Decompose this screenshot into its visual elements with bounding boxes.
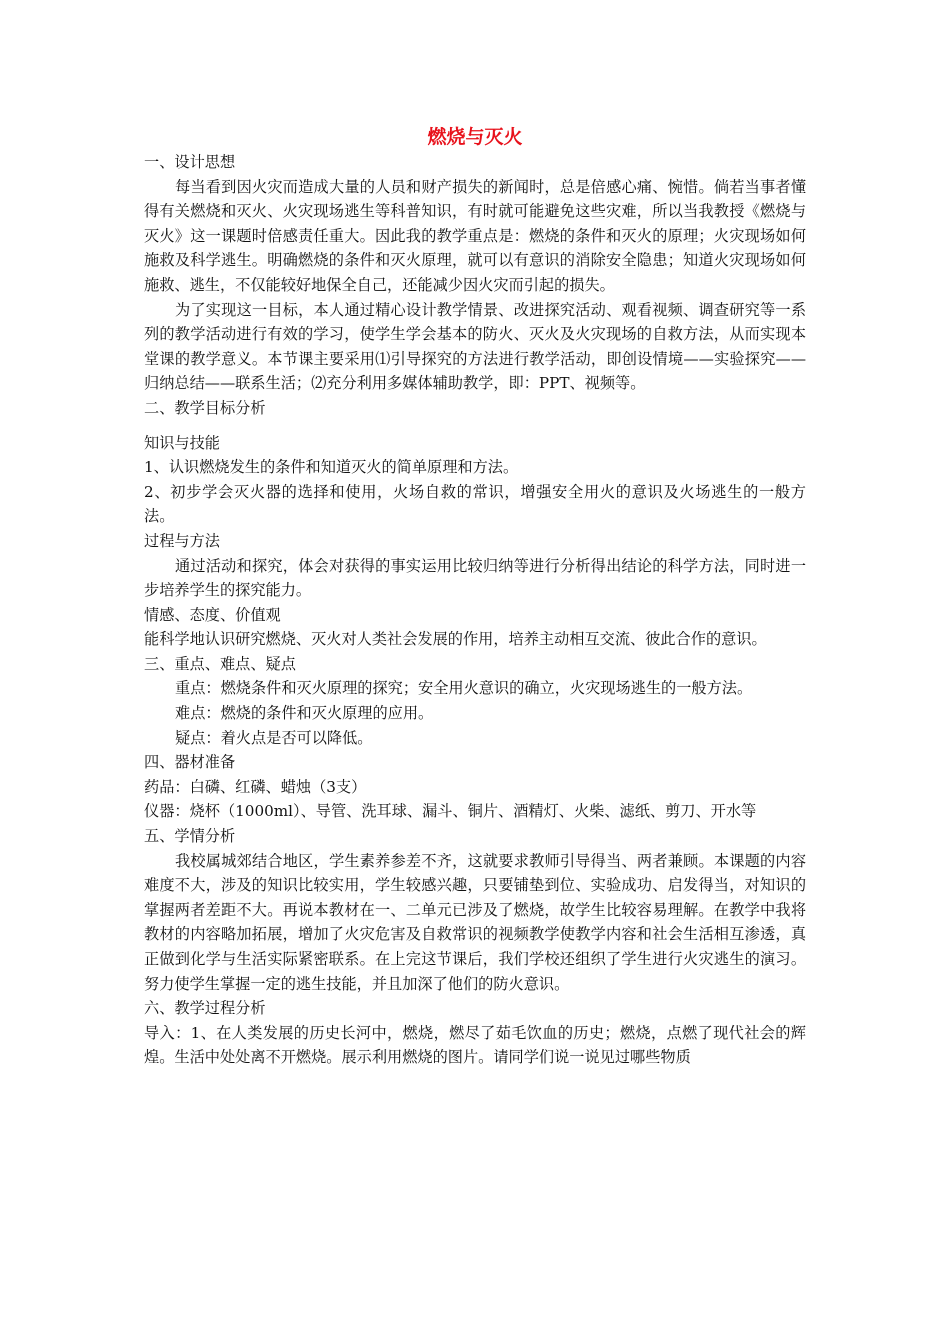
body-paragraph: 为了实现这一目标，本人通过精心设计教学情景、改进探究活动、观看视频、调查研究等一系列的教学活动进行有效的学习，使学生学会基本的防火、灭火及火灾现场的自救方法，从而实现本堂课的教学意义。本节课主要采用⑴引导探究的方法进行教学活动，即创设情境——实验探究——归纳总结——联系生活；⑵充分利用多媒体辅助教学，即：PPT、视频等。 <box>144 300 806 393</box>
body-line: 知识与技能 <box>144 433 220 452</box>
section-heading: 二、教学目标分析 <box>144 398 266 417</box>
point-line: 疑点：着火点是否可以降低。 <box>175 728 373 747</box>
body-line: 2、初步学会灭火器的选择和使用，火场自救的常识，增强安全用火的意识及火场逃生的一般方法。 <box>144 482 806 526</box>
body-paragraph: 每当看到因火灾而造成大量的人员和财产损失的新闻时，总是倍感心痛、惋惜。倘若当事者懂得有关燃烧和灭火、火灾现场逃生等科普知识，有时就可能避免这些灾难，所以当我教授《燃烧与灭火》这一课题时倍感责任重大。因此我的教学重点是：燃烧的条件和灭火的原理；火灾现场如何施救及科学逃生。明确燃烧的条件和灭火原理，就可以有意识的消除安全隐患；知道火灾现场如何施救、逃生，不仅能较好地保全自己，还能减少因火灾而引起的损失。 <box>144 177 806 294</box>
point-line: 重点：燃烧条件和灭火原理的探究；安全用火意识的确立，火灾现场逃生的一般方法。 <box>175 679 753 698</box>
document-title: 燃烧与灭火 <box>427 126 523 148</box>
section-heading: 六、教学过程分析 <box>144 999 266 1018</box>
section-heading: 五、学情分析 <box>144 827 236 846</box>
body-line: 过程与方法 <box>144 531 220 550</box>
body-line: 药品：白磷、红磷、蜡烛（3支） <box>144 777 367 796</box>
document-page <box>144 122 806 1070</box>
body-line: 仪器：烧杯（1000ml）、导管、洗耳球、漏斗、铜片、酒精灯、火柴、滤纸、剪刀、开水等 <box>144 802 757 821</box>
body-line: 能科学地认识研究燃烧、灭火对人类社会发展的作用，培养主动相互交流、彼此合作的意识。 <box>144 630 767 649</box>
point-line: 难点：燃烧的条件和灭火原理的应用。 <box>175 704 434 723</box>
section-heading: 一、设计思想 <box>144 153 236 171</box>
document-body <box>144 150 806 1070</box>
body-line: 情感、态度、价值观 <box>144 605 281 624</box>
section-heading: 四、器材准备 <box>144 753 236 772</box>
section-heading: 三、重点、难点、疑点 <box>144 654 296 673</box>
body-paragraph: 通过活动和探究，体会对获得的事实运用比较归纳等进行分析得出结论的科学方法，同时进一步培养学生的探究能力。 <box>144 556 806 600</box>
body-paragraph: 我校属城郊结合地区，学生素养参差不齐，这就要求教师引导得当、两者兼顾。本课题的内容难度不大，涉及的知识比较实用，学生较感兴趣，只要铺垫到位、实验成功、启发得当，对知识的掌握两者差距不大。再说本教材在一、二单元已涉及了燃烧，故学生比较容易理解。在教学中我将教材的内容略加拓展，增加了火灾危害及自救常识的视频教学使教学内容和社会生活相互渗透，真正做到化学与生活实际紧密联系。在上完这节课后，我们学校还组织了学生进行火灾逃生的演习。努力使学生掌握一定的逃生技能，并且加深了他们的防火意识。 <box>144 851 806 993</box>
body-line: 导入：1、在人类发展的历史长河中，燃烧，燃尽了茹毛饮血的历史；燃烧，点燃了现代社会的辉煌。生活中处处离不开燃烧。展示利用燃烧的图片。请同学们说一说见过哪些物质 <box>144 1023 806 1067</box>
body-line: 1、认识燃烧发生的条件和知道灭火的简单原理和方法。 <box>144 458 519 477</box>
